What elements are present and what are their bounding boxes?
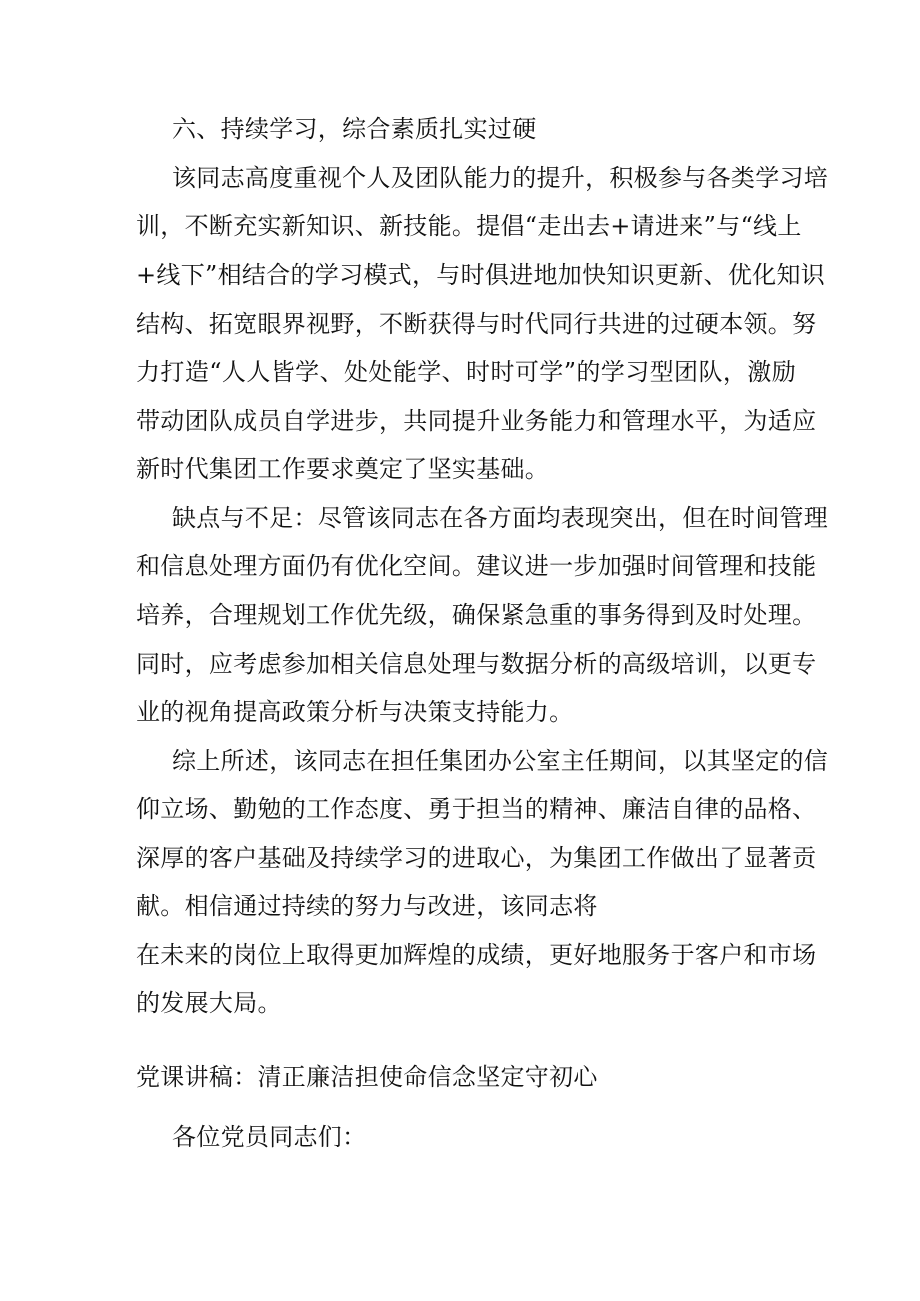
- paragraph-shortcomings-line-1: 缺点与不足：尽管该同志在各方面均表现突出，但在时间管理: [172, 504, 829, 532]
- paragraph-shortcomings-line-4: 同时，应考虑参加相关信息处理与数据分析的高级培训，以更专: [136, 650, 817, 678]
- section-heading: 六、持续学习，综合素质扎实过硬: [172, 115, 537, 143]
- paragraph-learning-line-4: 结构、拓宽眼界视野，不断获得与时代同行共进的过硬本领。努: [136, 310, 817, 338]
- paragraph-learning-line-7: 新时代集团工作要求奠定了坚实基础。: [136, 455, 550, 483]
- paragraph-learning-line-6: 带动团队成员自学进步，共同提升业务能力和管理水平，为适应: [136, 407, 817, 435]
- salutation: 各位党员同志们：: [172, 1123, 367, 1151]
- paragraph-summary-line-5: 在未来的岗位上取得更加辉煌的成绩，更好地服务于客户和市场: [136, 941, 817, 969]
- next-document-title: 党课讲稿：清正廉洁担使命信念坚定守初心: [136, 1063, 598, 1091]
- paragraph-learning-line-5: 力打造“人人皆学、处处能学、时时可学”的学习型团队，激励: [136, 358, 796, 386]
- paragraph-summary-line-1: 综上所述，该同志在担任集团办公室主任期间，以其坚定的信: [172, 747, 829, 775]
- paragraph-shortcomings-line-5: 业的视角提高政策分析与决策支持能力。: [136, 698, 574, 726]
- paragraph-learning-line-2: 训，不断充实新知识、新技能。提倡“走出去+请进来”与“线上: [136, 212, 802, 240]
- paragraph-summary-line-2: 仰立场、勤勉的工作态度、勇于担当的精神、廉洁自律的品格、: [136, 795, 817, 823]
- paragraph-learning-line-3: +线下”相结合的学习模式，与时俱进地加快知识更新、优化知识: [136, 261, 826, 289]
- paragraph-learning-line-1: 该同志高度重视个人及团队能力的提升，积极参与各类学习培: [172, 164, 829, 192]
- paragraph-summary-line-3: 深厚的客户基础及持续学习的进取心，为集团工作做出了显著贡: [136, 844, 817, 872]
- paragraph-summary-line-4: 献。相信通过持续的努力与改进，该同志将: [136, 892, 598, 920]
- paragraph-summary-line-6: 的发展大局。: [136, 989, 282, 1017]
- paragraph-shortcomings-line-2: 和信息处理方面仍有优化空间。建议进一步加强时间管理和技能: [136, 552, 817, 580]
- paragraph-shortcomings-line-3: 培养，合理规划工作优先级，确保紧急重的事务得到及时处理。: [136, 601, 817, 629]
